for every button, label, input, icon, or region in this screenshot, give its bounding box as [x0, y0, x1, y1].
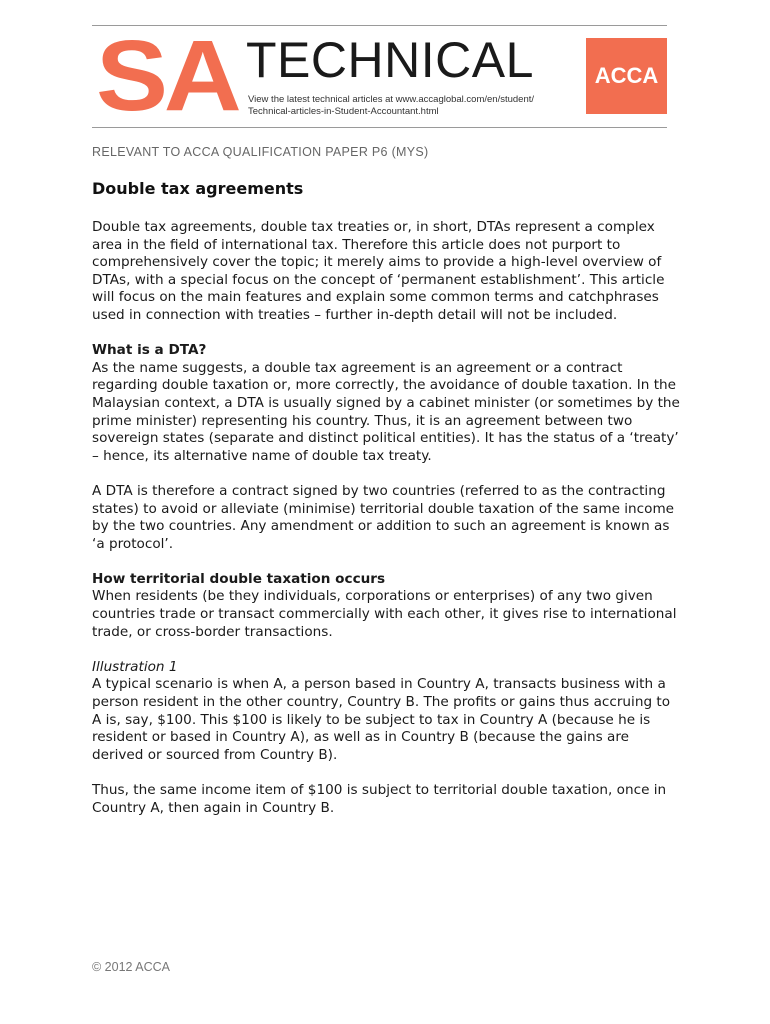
relevant-qualification-line: RELEVANT TO ACCA QUALIFICATION PAPER P6 (MYS) — [92, 145, 429, 159]
illustration-paragraph-1: A typical scenario is when A, a person based in Country A, transacts business with a person resident in the other country, Country B. The profits or gains thus accruing to A is, say, $100. This $100 is likely to be subject to tax in Country A (because he is resident or based in Country A), as well as in Country B (because the gains are derived or sourced from Country B). — [92, 676, 671, 763]
article-body — [92, 178, 682, 817]
illustration-paragraph-2: Thus, the same income item of $100 is subject to territorial double taxation, once in Country A, then again in Country B. — [92, 782, 667, 816]
copyright-footer: © 2012 ACCA — [92, 960, 171, 974]
intro-paragraph: Double tax agreements, double tax treaties or, in short, DTAs represent a complex area in the field of international tax. Therefore this article does not purport to comprehensively cover the topic; it merely aims to provide a high-level overview of DTAs, with a special focus on the concept of ‘permanent establishment’. This article will focus on the main features and explain some common terms and catchphrases used in connection with treaties – further in-depth detail will not be included. — [92, 219, 665, 323]
section2-paragraph-1: When residents (be they individuals, corporations or enterprises) of any two given countries trade or transact commercially with each other, it gives rise to international trade, or cross-border transactions. — [92, 588, 677, 640]
article-title: Double tax agreements — [92, 179, 304, 198]
section-heading-double-taxation: How territorial double taxation occurs — [92, 570, 386, 587]
section1-paragraph-2: A DTA is therefore a contract signed by two countries (referred to as the contracting states) to avoid or alleviate (minimise) territorial double taxation of the same income by the two countries. Any amendment or addition to such an agreement is known as ‘a protocol’. — [92, 482, 675, 552]
technical-title: TECHNICAL — [246, 32, 534, 88]
illustration-label: Illustration 1 — [92, 658, 178, 675]
header-bottom-rule — [92, 127, 667, 128]
sa-logo: SA — [96, 20, 238, 132]
section-heading-what-is-dta: What is a DTA? — [92, 342, 207, 359]
acca-logo: ACCA — [586, 38, 667, 114]
technical-subtitle: View the latest technical articles at www.accaglobal.com/en/student/ Technical-articles-in-Student-Accountant.html — [248, 94, 535, 117]
section1-paragraph-1: As the name suggests, a double tax agreement is an agreement or a contract regarding double taxation or, more correctly, the avoidance of double taxation. In the Malaysian context, a DTA is usually signed by a cabinet minister (or sometimes by the prime minister) representing his country. Thus, it is an agreement between two sovereign states (separate and distinct political entities). It has the status of a ‘treaty’ – hence, its alternative name of double tax treaty. — [92, 359, 680, 464]
